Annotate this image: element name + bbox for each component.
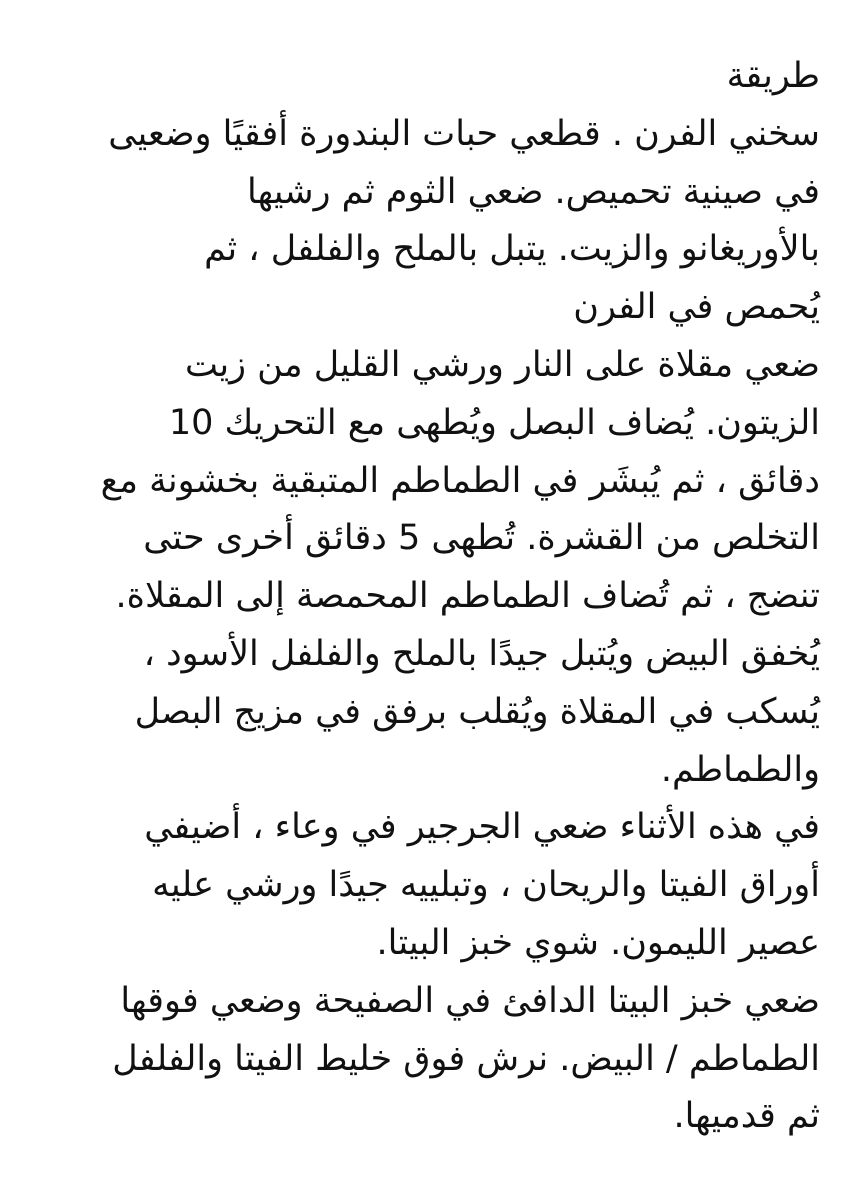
text-line: دقائق ، ثم يُبشَر في الطماطم المتبقية بخشونة مع [100, 460, 820, 501]
text-line: الطماطم / البيض. نرش فوق خليط الفيتا والفلفل [112, 1038, 820, 1079]
text-line: يُسكب في المقلاة ويُقلب برفق في مزيج البصل [134, 691, 820, 732]
text-line: يُحمص في الفرن [573, 287, 820, 328]
text-line: ثم قدميها. [673, 1096, 820, 1137]
text-line: عصير الليمون. شوي خبز البيتا. [376, 922, 820, 963]
text-line: في صينية تحميص. ضعي الثوم ثم رشيها [246, 171, 820, 212]
text-line: تنضج ، ثم تُضاف الطماطم المحمصة إلى المقلاة. [115, 576, 820, 617]
text-line: يُخفق البيض ويُتبل جيدًا بالملح والفلفل الأسود ، [143, 633, 820, 674]
text-line: ضعي مقلاة على النار ورشي القليل من زيت [185, 344, 820, 385]
text-line: التخلص من القشرة. تُطهى 5 دقائق أخرى حتى [143, 518, 820, 559]
text-line: طريقة [726, 56, 820, 96]
text-line: بالأوريغانو والزيت. يتبل بالملح والفلفل ، ثم [204, 229, 820, 270]
text-line: ضعي خبز البيتا الدافئ في الصفيحة وضعي فوقها [120, 980, 820, 1021]
text-line: سخني الفرن . قطعي حبات البندورة أفقيًا وضعيى [108, 113, 820, 154]
text-line: والطماطم. [660, 749, 820, 790]
recipe-text [30, 48, 820, 1146]
text-line: الزيتون. يُضاف البصل ويُطهى مع التحريك 10 [168, 402, 820, 443]
text-line: أوراق الفيتا والريحان ، وتبلييه جيدًا ورشي عليه [152, 865, 820, 906]
text-line: في هذه الأثناء ضعي الجرجير في وعاء ، أضيفي [144, 807, 820, 848]
